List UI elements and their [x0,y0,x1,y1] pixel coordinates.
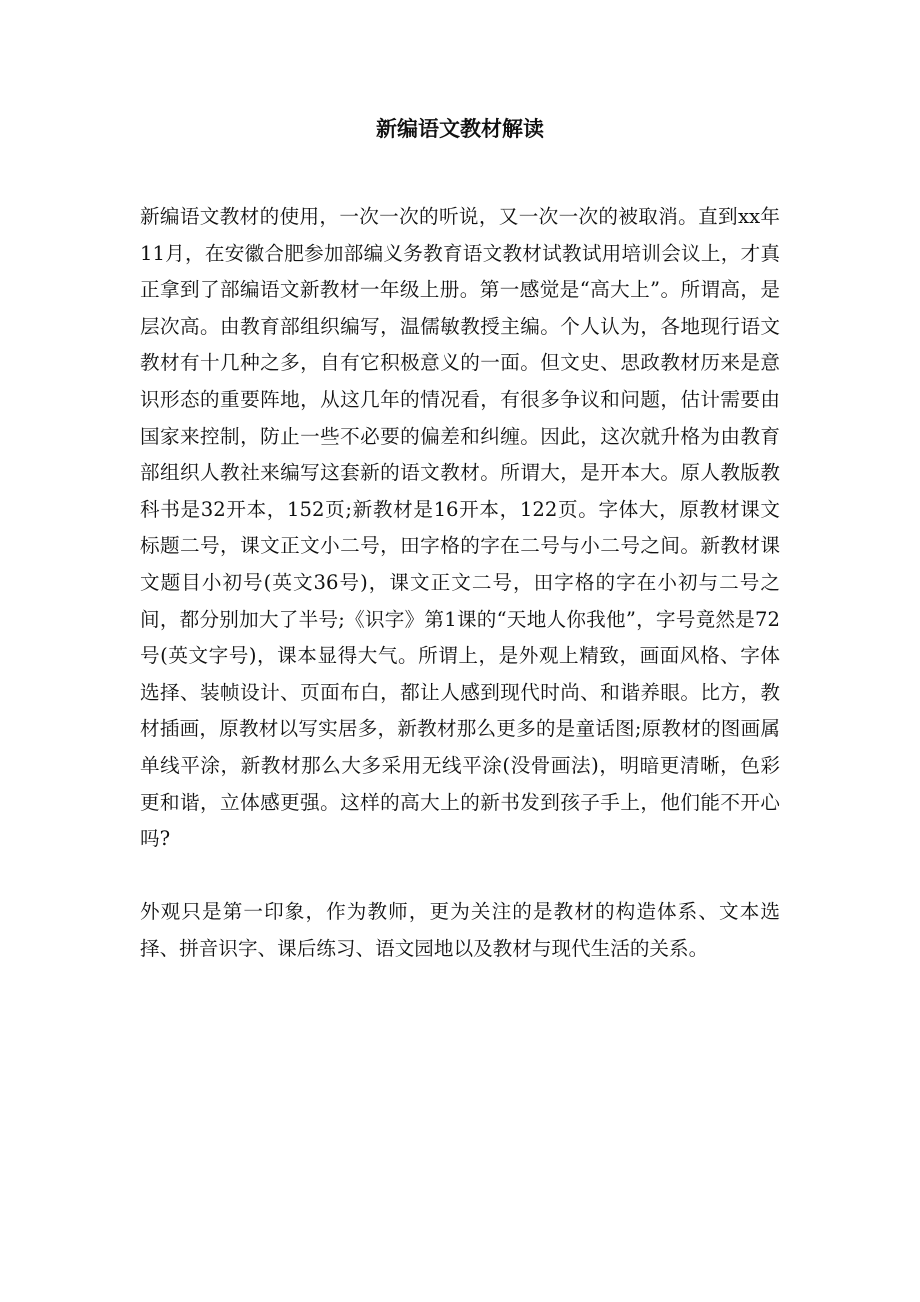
document-body [140,199,780,967]
paragraph-1: 新编语文教材的使用，一次一次的听说，又一次一次的被取消。直到xx年11月，在安徽合肥参加部编义务教育语文教材试教试用培训会议上，才真正拿到了部编语文新教材一年级上册。第一感觉是“高大上”。所谓高，是层次高。由教育部组织编写，温儒敏教授主编。个人认为，各地现行语文教材有十几种之多，自有它积极意义的一面。但文史、思政教材历来是意识形态的重要阵地，从这几年的情况看，有很多争议和问题，估计需要由国家来控制，防止一些不必要的偏差和纠缠。因此，这次就升格为由教育部组织人教社来编写这套新的语文教材。所谓大，是开本大。原人教版教科书是32开本，152页;新教材是16开本，122页。字体大，原教材课文标题二号，课文正文小二号，田字格的字在二号与小二号之间。新教材课文题目小初号(英文36号)，课文正文二号，田字格的字在小初与二号之间，都分别加大了半号;《识字》第1课的“天地人你我他”，字号竟然是72号(英文字号)，课本显得大气。所谓上，是外观上精致，画面风格、字体选择、装帧设计、页面布白，都让人感到现代时尚、和谐养眼。比方，教材插画，原教材以写实居多，新教材那么更多的是童话图;原教材的图画属单线平涂，新教材那么大多采用无线平涂(没骨画法)，明暗更清晰，色彩更和谐，立体感更强。这样的高大上的新书发到孩子手上，他们能不开心吗? [140,205,780,851]
paragraph-2: 外观只是第一印象，作为教师，更为关注的是教材的构造体系、文本选择、拼音识字、课后练习、语文园地以及教材与现代生活的关系。 [140,900,780,960]
document-title: 新编语文教材解读 [376,116,544,141]
